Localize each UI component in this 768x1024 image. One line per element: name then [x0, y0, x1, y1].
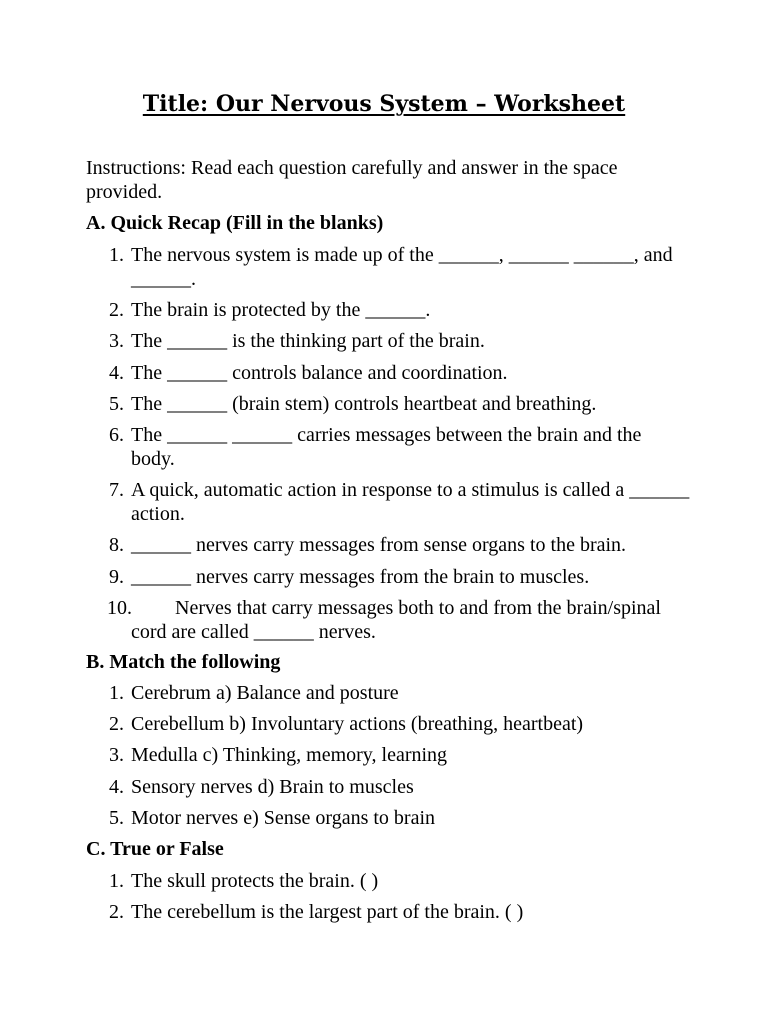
section-a-list — [86, 243, 690, 651]
list-item — [86, 329, 690, 353]
item-text: The ______ is the thinking part of the brain. — [131, 330, 485, 353]
item-number: 8. — [109, 534, 124, 557]
section-a-heading: A. Quick Recap (Fill in the blanks) — [86, 212, 384, 234]
item-text: The ______ ______ carries messages between the brain and the body. — [131, 423, 642, 470]
list-item — [86, 243, 690, 291]
item-number: 4. — [109, 361, 124, 384]
item-text: Cerebellum b) Involuntary actions (breathing, heartbeat) — [131, 713, 584, 736]
list-item — [86, 743, 690, 767]
list-item — [86, 361, 690, 385]
list-item — [86, 533, 690, 557]
item-number: 10. — [107, 596, 132, 619]
item-number: 1. — [109, 870, 124, 892]
worksheet-title: Title: Our Nervous System – Worksheet — [142, 91, 626, 117]
item-number: 2. — [109, 713, 124, 736]
item-text: Cerebrum a) Balance and posture — [131, 682, 399, 704]
item-number: 1. — [109, 682, 124, 704]
item-text: ______ nerves carry messages from the brain to muscles. — [131, 565, 590, 588]
item-text: The ______ controls balance and coordination. — [131, 361, 508, 384]
list-item — [86, 712, 690, 736]
item-number: 9. — [109, 565, 124, 588]
item-number: 2. — [109, 901, 124, 924]
list-item — [86, 596, 690, 644]
item-number: 3. — [109, 744, 124, 767]
list-item — [86, 869, 690, 893]
instructions-text: Instructions: Read each question carefully and answer in the space provided. — [86, 157, 618, 203]
item-text: Nerves that carry messages both to and from the brain/spinal cord are called ______ nerves. — [131, 596, 661, 643]
item-text: The cerebellum is the largest part of the brain. ( ) — [131, 901, 524, 924]
item-number: 7. — [109, 479, 124, 502]
list-item — [86, 681, 690, 705]
item-text: The skull protects the brain. ( ) — [131, 870, 379, 892]
item-number: 2. — [109, 299, 124, 322]
item-text: Sensory nerves d) Brain to muscles — [131, 775, 414, 798]
section-b-list — [86, 681, 690, 837]
list-item — [86, 478, 690, 526]
list-item — [86, 392, 690, 416]
list-item — [86, 423, 690, 471]
list-item — [86, 298, 690, 322]
item-text: Motor nerves e) Sense organs to brain — [131, 806, 436, 829]
item-number: 6. — [109, 423, 124, 446]
item-text: ______ nerves carry messages from sense organs to the brain. — [131, 534, 627, 557]
item-text: The ______ (brain stem) controls heartbeat and breathing. — [131, 392, 597, 415]
list-item — [86, 775, 690, 799]
item-number: 3. — [109, 330, 124, 353]
section-c-list — [86, 869, 690, 931]
list-item — [86, 806, 690, 830]
section-c-heading: C. True or False — [86, 838, 224, 860]
item-number: 4. — [109, 775, 124, 798]
list-item — [86, 565, 690, 589]
item-text: The nervous system is made up of the ______, ______ ______, and ______. — [131, 244, 673, 290]
section-b-heading: B. Match the following — [86, 651, 281, 673]
item-number: 5. — [109, 806, 124, 829]
item-text: The brain is protected by the ______. — [131, 299, 431, 322]
list-item — [86, 900, 690, 924]
item-number: 1. — [109, 244, 124, 266]
item-text: Medulla c) Thinking, memory, learning — [131, 744, 448, 767]
item-text: A quick, automatic action in response to a stimulus is called a ______ action. — [131, 479, 690, 526]
item-number: 5. — [109, 392, 124, 415]
